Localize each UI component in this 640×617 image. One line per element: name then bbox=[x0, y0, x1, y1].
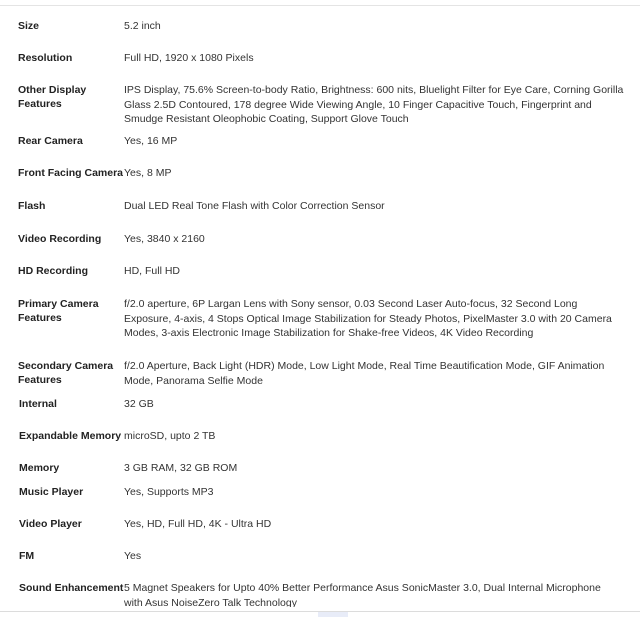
spec-value: Yes, HD, Full HD, 4K - Ultra HD bbox=[124, 518, 272, 530]
spec-label: FM bbox=[19, 550, 35, 562]
spec-value: Yes, 16 MP bbox=[124, 135, 178, 147]
spec-value: IPS Display, 75.6% Screen-to-body Ratio, Brightness: 600 nits, Bluelight Filter for Eye Care, Corning Gorilla Glass 2.5D Contoured, 178 degree Wide Viewing Angle, 10 Finger Capacitive Touch, Fingerprint and Smudge Resistant Oleophobic Coating, Support Glove Touch bbox=[124, 84, 624, 126]
spec-label: Video Player bbox=[19, 518, 82, 530]
spec-label: Secondary Camera Features bbox=[18, 360, 114, 386]
spec-label: Rear Camera bbox=[18, 135, 83, 147]
spec-value: HD, Full HD bbox=[124, 265, 181, 277]
spec-label: Memory bbox=[19, 462, 60, 474]
spec-label: Video Recording bbox=[18, 233, 102, 245]
spec-value: f/2.0 Aperture, Back Light (HDR) Mode, Low Light Mode, Real Time Beautification Mode, GIF Animation Mode, Panorama Selfie Mode bbox=[124, 360, 605, 387]
spec-value: Yes, 8 MP bbox=[124, 167, 172, 179]
spec-value: 5 Magnet Speakers for Upto 40% Better Performance Asus SonicMaster 3.0, Dual Internal Microphone with Asus NoiseZero Talk Technology bbox=[124, 582, 601, 607]
spec-label: Expandable Memory bbox=[19, 430, 122, 442]
spec-label: Front Facing Camera bbox=[18, 167, 124, 179]
spec-value: microSD, upto 2 TB bbox=[124, 430, 216, 442]
spec-label: Size bbox=[18, 20, 40, 32]
spec-value: Yes bbox=[124, 550, 142, 562]
spec-label: Sound Enhancement bbox=[19, 582, 124, 594]
spec-value: 32 GB bbox=[124, 398, 154, 410]
spec-value: Yes, 3840 x 2160 bbox=[124, 233, 205, 245]
spec-value: Dual LED Real Tone Flash with Color Correction Sensor bbox=[124, 200, 385, 212]
spec-value: Yes, Supports MP3 bbox=[124, 486, 214, 498]
top-divider bbox=[0, 5, 640, 6]
spec-value: Full HD, 1920 x 1080 Pixels bbox=[124, 52, 254, 64]
spec-label: Resolution bbox=[18, 52, 73, 64]
spec-label: Flash bbox=[18, 200, 46, 212]
spec-label: HD Recording bbox=[18, 265, 89, 277]
spec-value: 5.2 inch bbox=[124, 20, 161, 32]
spec-value: 3 GB RAM, 32 GB ROM bbox=[124, 462, 238, 474]
spec-label: Primary Camera Features bbox=[18, 298, 99, 324]
spec-label: Internal bbox=[19, 398, 57, 410]
spec-label: Other Display Features bbox=[18, 84, 87, 110]
spec-value: f/2.0 aperture, 6P Largan Lens with Sony sensor, 0.03 Second Laser Auto-focus, 32 Second Long Exposure, 4-axis, 4 Stops Optical Image Stabilization for Steady Photos, PixelMaster 3.0 with 20 Camera Modes, 3-axis Electronic Image Stabilization for Shake-free Videos, 4K Video Recording bbox=[124, 298, 612, 340]
spec-label: Music Player bbox=[19, 486, 84, 498]
bottom-tab-edge bbox=[318, 612, 348, 617]
